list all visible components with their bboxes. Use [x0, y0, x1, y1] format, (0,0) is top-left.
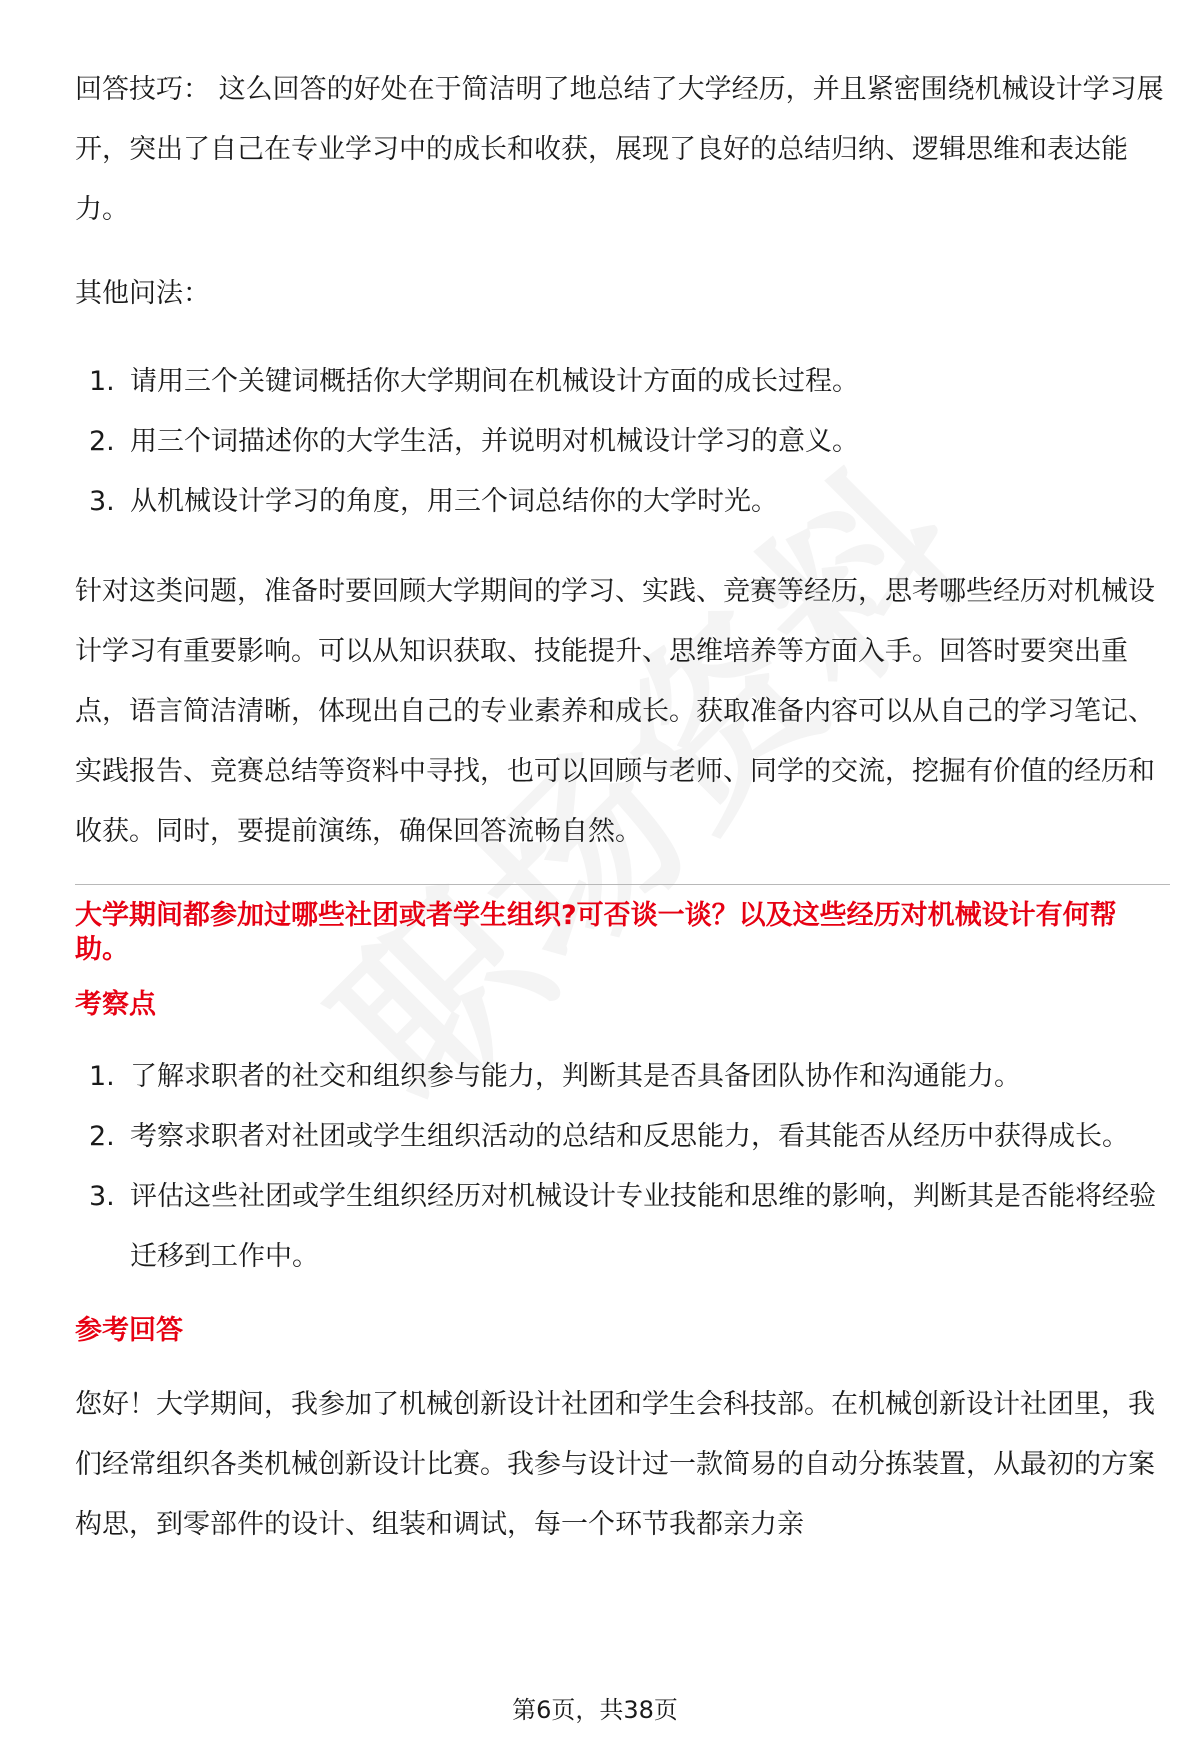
list-item-number: 2. — [89, 1121, 115, 1152]
page-footer: 第6页，共38页 — [512, 1696, 678, 1724]
section-divider — [75, 884, 1170, 885]
question-title: 大学期间都参加过哪些社团或者学生组织?可否谈一谈？以及这些经历对机械设计有何帮助。 — [75, 900, 1117, 965]
list-item — [75, 1167, 1170, 1287]
list-item — [75, 472, 1170, 532]
preparation-paragraph: 针对这类问题，准备时要回顾大学期间的学习、实践、竞赛等经历，思考哪些经历对机械设计学习有重要影响。可以从知识获取、技能提升、思维培养等方面入手。回答时要突出重点，语言简洁清晰，体现出自己的专业素养和成长。获取准备内容可以从自己的学习笔记、实践报告、竞赛总结等资料中寻找，也可以回顾与老师、同学的交流，挖掘有价值的经历和收获。同时，要提前演练，确保回答流畅自然。 — [75, 576, 1155, 847]
kaochadian-heading: 考察点 — [75, 989, 156, 1020]
list-item-number: 2. — [89, 426, 115, 457]
list-item-text: 用三个词描述你的大学生活，并说明对机械设计学习的意义。 — [130, 426, 859, 457]
other-questions-label: 其他问法： — [75, 278, 210, 309]
list-item — [75, 1047, 1170, 1107]
list-item-number: 1. — [89, 1061, 115, 1092]
list-item-text: 考察求职者对社团或学生组织活动的总结和反思能力，看其能否从经历中获得成长。 — [130, 1121, 1129, 1152]
list-item-number: 1. — [89, 366, 115, 397]
answer-tip-paragraph: 回答技巧： 这么回答的好处在于简洁明了地总结了大学经历，并且紧密围绕机械设计学习展开，突出了自己在专业学习中的成长和收获，展现了良好的总结归纳、逻辑思维和表达能力。 — [75, 74, 1164, 225]
reference-answer-heading: 参考回答 — [75, 1315, 183, 1346]
list-item-text: 从机械设计学习的角度，用三个词总结你的大学时光。 — [130, 486, 778, 517]
page-content — [75, 60, 1170, 1555]
reference-answer-paragraph: 您好！大学期间，我参加了机械创新设计社团和学生会科技部。在机械创新设计社团里，我们经常组织各类机械创新设计比赛。我参与设计过一款简易的自动分拣装置，从最初的方案构思，到零部件的设计、组装和调试，每一个环节我都亲力亲 — [75, 1389, 1155, 1540]
list-item-text: 评估这些社团或学生组织经历对机械设计专业技能和思维的影响，判断其是否能将经验迁移到工作中。 — [130, 1181, 1156, 1272]
list-item — [75, 1107, 1170, 1167]
list-item-text: 了解求职者的社交和组织参与能力，判断其是否具备团队协作和沟通能力。 — [130, 1061, 1021, 1092]
kaochadian-list — [75, 1047, 1170, 1287]
list-item-number: 3. — [89, 1181, 115, 1212]
other-questions-list — [75, 352, 1170, 532]
list-item-text: 请用三个关键词概括你大学期间在机械设计方面的成长过程。 — [130, 366, 859, 397]
list-item — [75, 412, 1170, 472]
list-item — [75, 352, 1170, 412]
list-item-number: 3. — [89, 486, 115, 517]
